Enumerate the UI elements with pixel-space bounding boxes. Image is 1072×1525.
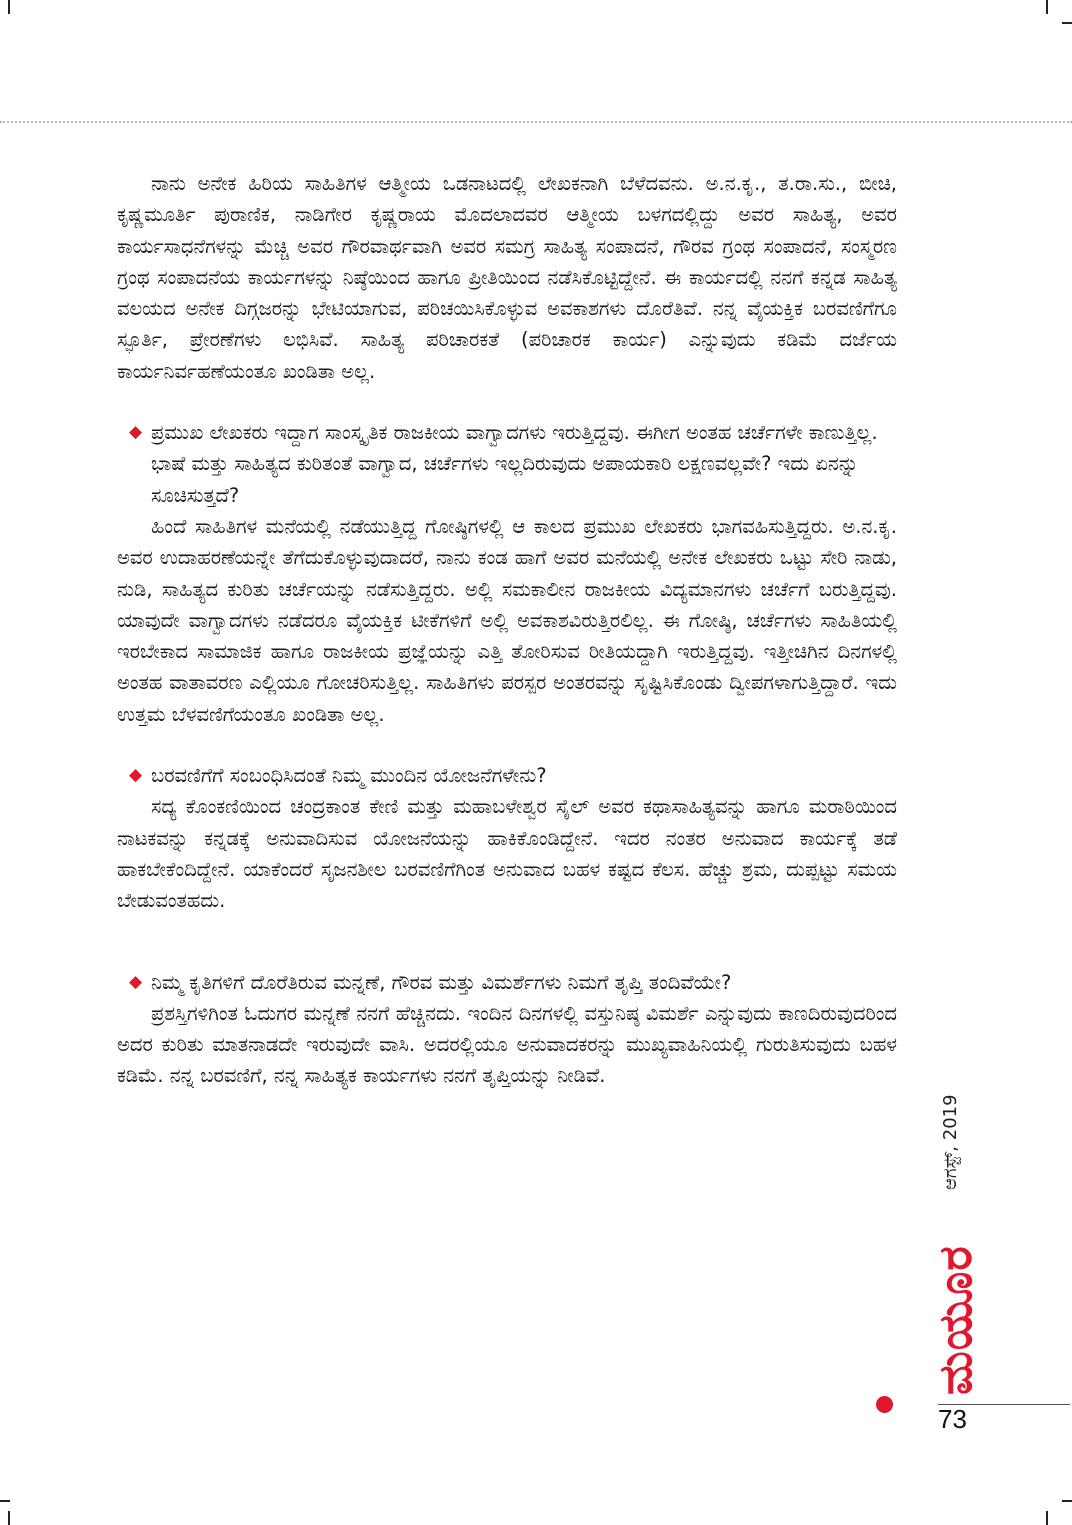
diamond-bullet-icon: ◆ [129, 971, 143, 992]
diamond-bullet-icon: ◆ [129, 422, 143, 443]
question-text: ಬರವಣಿಗೆಗೆ ಸಂಬಂಧಿಸಿದಂತೆ ನಿಮ್ಮ ಮುಂದಿನ ಯೋಜನೆಗಳೇನು? [151, 764, 547, 788]
diamond-bullet-icon: ◆ [129, 765, 143, 786]
issue-date: ಆಗಸ್ಟ್, 2019 [940, 1094, 961, 1190]
answer-paragraph: ಪ್ರಶಸ್ತಿಗಳಿಗಿಂತ ಓದುಗರ ಮನ್ನಣೆ ನನಗೆ ಹೆಚ್ಚಿನದು. ಇಂದಿನ ದಿನಗಳಲ್ಲಿ ವಸ್ತುನಿಷ್ಠ ವಿಮರ್ಶೆ ಎನ್ನುವುದು ಕಾಣದಿರುವುದರಿಂದ ಅದರ ಕುರಿತು ಮಾತನಾಡದೇ ಇರುವುದೇ ವಾಸಿ. ಅದರಲ್ಲಿಯೂ ಅನುವಾದಕರನ್ನು ಮುಖ್ಯವಾಹಿನಿಯಲ್ಲಿ ಗುರುತಿಸುವುದು ಬಹಳ ಕಡಿಮೆ. ನನ್ನ ಬರವಣಿಗೆ, ನನ್ನ ಸಾಹಿತ್ಯಕ ಕಾರ್ಯಗಳು ನನಗೆ ತೃಪ್ತಿಯನ್ನು ನೀಡಿವೆ. [117, 1001, 897, 1088]
question-text: ನಿಮ್ಮ ಕೃತಿಗಳಿಗೆ ದೊರೆತಿರುವ ಮನ್ನಣೆ, ಗೌರವ ಮತ್ತು ವಿಮರ್ಶೆಗಳು ನಿಮಗೆ ತೃಪ್ತಿ ತಂದಿವೆಯೇ? [151, 970, 732, 994]
question-text: ಪ್ರಮುಖ ಲೇಖಕರು ಇದ್ದಾಗ ಸಾಂಸ್ಕೃತಿಕ ರಾಜಕೀಯ ವಾಗ್ವಾದಗಳು ಇರುತ್ತಿದ್ದವು. ಈಗೀಗ ಅಂತಹ ಚರ್ಚೆಗಳೇ ಕಾಣುತ್ತಿಲ್ಲ. ಭಾಷೆ ಮತ್ತು ಸಾಹಿತ್ಯದ ಕುರಿತಂತೆ ವಾಗ್ವಾದ, ಚರ್ಚೆಗಳು ಇಲ್ಲದಿರುವುದು ಅಪಾಯಕಾರಿ ಲಕ್ಷಣವಲ್ಲವೇ? ಇದು ಏನನ್ನು ಸೂಚಿಸುತ್ತದೆ? [151, 421, 878, 507]
dotted-header-rule [0, 121, 1072, 123]
crop-mark-bottom-right-v [1046, 1511, 1048, 1525]
question [117, 417, 897, 511]
answer-paragraph: ಸದ್ಯ ಕೊಂಕಣಿಯಿಂದ ಚಂದ್ರಕಾಂತ ಕೇಣಿ ಮತ್ತು ಮಹಾಬಳೇಶ್ವರ ಸೈಲ್ ಅವರ ಕಥಾಸಾಹಿತ್ಯವನ್ನು ಹಾಗೂ ಮರಾಠಿಯಿಂದ ನಾಟಕವನ್ನು ಕನ್ನಡಕ್ಕೆ ಅನುವಾದಿಸುವ ಯೋಜನೆಯನ್ನು ಹಾಕಿಕೊಂಡಿದ್ದೇನೆ. ಇದರ ನಂತರ ಅನುವಾದ ಕಾರ್ಯಕ್ಕೆ ತಡೆ ಹಾಕಬೇಕೆಂದಿದ್ದೇನೆ. ಯಾಕೆಂದರೆ ಸೃಜನಶೀಲ ಬರವಣಿಗೆಗಿಂತ ಅನುವಾದ ಬಹಳ ಕಷ್ಟದ ಕೆಲಸ. ಹೆಚ್ಚು ಶ್ರಮ, ದುಪ್ಪಟ್ಟು ಸಮಯ ಬೇಡುವಂತಹದು. [117, 795, 897, 913]
crop-mark-bottom-right [1062, 1500, 1072, 1502]
crop-mark-bottom-left [0, 1500, 10, 1502]
red-dot-icon [876, 1396, 893, 1413]
answer-paragraph: ಹಿಂದೆ ಸಾಹಿತಿಗಳ ಮನೆಯಲ್ಲಿ ನಡೆಯುತ್ತಿದ್ದ ಗೋಷ್ಠಿಗಳಲ್ಲಿ ಆ ಕಾಲದ ಪ್ರಮುಖ ಲೇಖಕರು ಭಾಗವಹಿಸುತ್ತಿದ್ದರು. ಅ.ನ.ಕೃ. ಅವರ ಉದಾಹರಣೆಯನ್ನೇ ತೆಗೆದುಕೊಳ್ಳುವುದಾದರೆ, ನಾನು ಕಂಡ ಹಾಗೆ ಅವರ ಮನೆಯಲ್ಲಿ ಅನೇಕ ಲೇಖಕರು ಒಟ್ಟು ಸೇರಿ ನಾಡು, ನುಡಿ, ಸಾಹಿತ್ಯದ ಕುರಿತು ಚರ್ಚೆಯನ್ನು ನಡೆಸುತ್ತಿದ್ದರು. ಅಲ್ಲಿ ಸಮಕಾಲೀನ ರಾಜಕೀಯ ವಿದ್ಯಮಾನಗಳು ಚರ್ಚೆಗೆ ಬರುತ್ತಿದ್ದವು. ಯಾವುದೇ ವಾಗ್ವಾದಗಳು ನಡೆದರೂ ವೈಯಕ್ತಿಕ ಟೀಕೆಗಳಿಗೆ ಅಲ್ಲಿ ಅವಕಾಶವಿರುತ್ತಿರಲಿಲ್ಲ. ಈ ಗೋಷ್ಠಿ, ಚರ್ಚೆಗಳು ಸಾಹಿತಿಯಲ್ಲಿ ಇರಬೇಕಾದ ಸಾಮಾಜಿಕ ಹಾಗೂ ರಾಜಕೀಯ ಪ್ರಜ್ಞೆಯನ್ನು ಎತ್ತಿ ತೋರಿಸುವ ರೀತಿಯದ್ದಾಗಿ ಇರುತ್ತಿದ್ದವು. ಇತ್ತೀಚಿಗಿನ ದಿನಗಳಲ್ಲಿ ಅಂತಹ ವಾತಾವರಣ ಎಲ್ಲಿಯೂ ಗೋಚರಿಸುತ್ತಿಲ್ಲ. ಸಾಹಿತಿಗಳು ಪರಸ್ಪರ ಅಂತರವನ್ನು ಸೃಷ್ಟಿಸಿಕೊಂಡು ದ್ವೀಪಗಳಾಗುತ್ತಿದ್ದಾರೆ. ಇದು ಉತ್ತಮ ಬೆಳವಣಿಗೆಯಂತೂ ಖಂಡಿತಾ ಅಲ್ಲ. [117, 514, 897, 726]
crop-mark-right-top [1062, 22, 1072, 24]
question [117, 967, 897, 998]
article-body [117, 168, 897, 1092]
crop-mark-top-right [1046, 0, 1048, 14]
crop-mark-top-left [8, 0, 10, 14]
question [117, 760, 897, 791]
paragraph: ನಾನು ಅನೇಕ ಹಿರಿಯ ಸಾಹಿತಿಗಳ ಆತ್ಮೀಯ ಒಡನಾಟದಲ್ಲಿ ಲೇಖಕನಾಗಿ ಬೆಳೆದವನು. ಅ.ನ.ಕೃ., ತ.ರಾ.ಸು., ಬೀಚಿ, ಕೃಷ್ಣಮೂರ್ತಿ ಪುರಾಣಿಕ, ನಾಡಿಗೇರ ಕೃಷ್ಣರಾಯ ಮೊದಲಾದವರ ಆತ್ಮೀಯ ಬಳಗದಲ್ಲಿದ್ದು ಅವರ ಸಾಹಿತ್ಯ, ಅವರ ಕಾರ್ಯಸಾಧನೆಗಳನ್ನು ಮೆಚ್ಚಿ ಅವರ ಗೌರವಾರ್ಥವಾಗಿ ಅವರ ಸಮಗ್ರ ಸಾಹಿತ್ಯ ಸಂಪಾದನೆ, ಗೌರವ ಗ್ರಂಥ ಸಂಪಾದನೆ, ಸಂಸ್ಮರಣ ಗ್ರಂಥ ಸಂಪಾದನೆಯ ಕಾರ್ಯಗಳನ್ನು ನಿಷ್ಠೆಯಿಂದ ಹಾಗೂ ಪ್ರೀತಿಯಿಂದ ನಡೆಸಿಕೊಟ್ಟಿದ್ದೇನೆ. ಈ ಕಾರ್ಯದಲ್ಲಿ ನನಗೆ ಕನ್ನಡ ಸಾಹಿತ್ಯ ವಲಯದ ಅನೇಕ ದಿಗ್ಗಜರನ್ನು ಭೇಟಿಯಾಗುವ, ಪರಿಚಯಿಸಿಕೊಳ್ಳುವ ಅವಕಾಶಗಳು ದೊರೆತಿವೆ. ನನ್ನ ವೈಯಕ್ತಿಕ ಬರವಣಿಗೆಗೂ ಸ್ಫೂರ್ತಿ, ಪ್ರೇರಣೆಗಳು ಲಭಿಸಿವೆ. ಸಾಹಿತ್ಯ ಪರಿಚಾರಕತೆ (ಪರಿಚಾರಕ ಕಾರ್ಯ) ಎನ್ನುವುದು ಕಡಿಮೆ ದರ್ಜೆಯ ಕಾರ್ಯನಿರ್ವಹಣೆಯಂತೂ ಖಂಡಿತಾ ಅಲ್ಲ. [117, 172, 897, 383]
magazine-logo: ಮಯೂರ [928, 1245, 982, 1395]
crop-mark-bottom-left-v [8, 1511, 10, 1525]
page-number: 73 [938, 1404, 967, 1434]
